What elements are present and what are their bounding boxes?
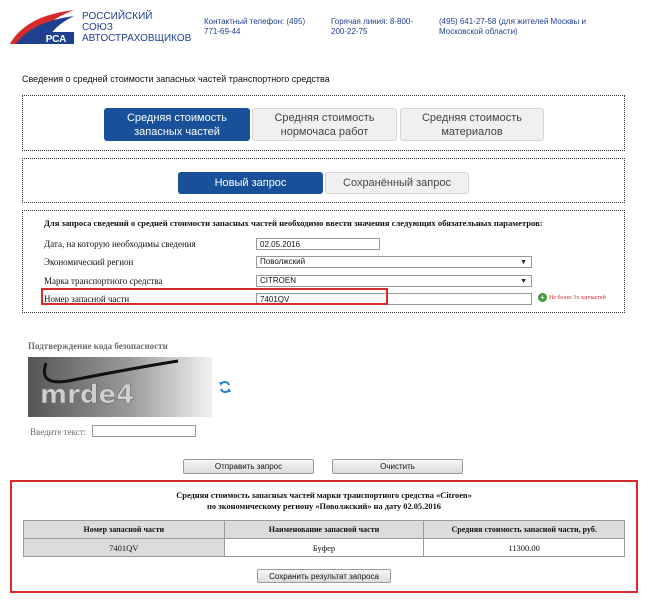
- table-row: [24, 539, 625, 557]
- tab-spare-parts[interactable]: Средняя стоимость запасных частей: [104, 108, 250, 141]
- add-part-hint: Не более 3х запчастей: [549, 295, 606, 301]
- result-table: [23, 520, 625, 557]
- captcha-image: [28, 357, 212, 417]
- cell-part-number: 7401QV: [24, 539, 225, 557]
- captcha-input-label: Введите текст:: [30, 427, 87, 437]
- org-name: [82, 11, 191, 44]
- submit-query-button[interactable]: Отправить запрос: [183, 459, 314, 474]
- part-number-label: Номер запасной части: [44, 294, 130, 304]
- logo-text: РСА: [45, 34, 67, 45]
- tab-materials[interactable]: Средняя стоимость материалов: [400, 108, 544, 141]
- captcha-title: Подтверждение кода безопасности: [28, 341, 168, 351]
- result-title-line1: Средняя стоимость запасных частей марки транспортного средства «Citroen»: [176, 491, 472, 500]
- date-label: Дата, на которую необходимы сведения: [44, 239, 196, 249]
- chevron-down-icon: ▼: [520, 278, 527, 285]
- contact-phone: Контактный телефон: (495) 771-69-44: [204, 17, 306, 36]
- org-name-line: СОЮЗ: [82, 22, 113, 33]
- hotline-phone: Горячая линия: 8-800- 200-22-75: [331, 17, 414, 36]
- cell-part-name: Буфер: [224, 539, 424, 557]
- region-label: Экономический регион: [44, 257, 134, 267]
- col-part-name: Наименование запасной части: [224, 521, 424, 539]
- refresh-icon[interactable]: [218, 380, 232, 394]
- result-table-header: [24, 521, 625, 539]
- org-name-line: РОССИЙСКИЙ: [82, 11, 153, 22]
- col-part-number: Номер запасной части: [24, 521, 225, 539]
- rsa-logo[interactable]: [10, 8, 76, 46]
- form-title: Для запроса сведений о средней стоимости запасных частей необходимо ввести значения следующих обязательных параметров:: [44, 218, 543, 228]
- date-input[interactable]: [256, 238, 380, 250]
- brand-label: Марка транспортного средства: [44, 276, 163, 286]
- result-title-line2: по экономическому региону «Поволжский» на дату 02.05.2016: [207, 502, 441, 511]
- org-name-line: АВТОСТРАХОВЩИКОВ: [82, 33, 192, 44]
- region-select-value: Поволжский: [260, 257, 306, 266]
- tab-new-query[interactable]: Новый запрос: [178, 172, 323, 194]
- tab-saved-query[interactable]: Сохранённый запрос: [325, 172, 469, 194]
- clear-button[interactable]: Очистить: [332, 459, 463, 474]
- moscow-phone: (495) 641-27-58 (для жителей Москвы и Московской области): [439, 17, 586, 36]
- tab-labor-hour[interactable]: Средняя стоимость нормочаса работ: [252, 108, 397, 141]
- add-part-icon[interactable]: +: [538, 293, 547, 302]
- cell-avg-price: 11300.00: [424, 539, 625, 557]
- save-result-button[interactable]: Сохранить результат запроса: [257, 569, 391, 583]
- part-number-highlight: [41, 288, 388, 305]
- captcha-input[interactable]: [92, 425, 196, 437]
- captcha-code: mrde4: [40, 380, 135, 410]
- region-select[interactable]: [256, 256, 532, 268]
- chevron-down-icon: ▼: [520, 259, 527, 266]
- brand-select[interactable]: [256, 275, 532, 287]
- brand-select-value: CITROEN: [260, 276, 296, 285]
- col-avg-price: Средняя стоимость запасной части, руб.: [424, 521, 625, 539]
- page-heading: Сведения о средней стоимости запасных частей транспортного средства: [22, 74, 330, 84]
- sub-tabs-box: [22, 158, 625, 203]
